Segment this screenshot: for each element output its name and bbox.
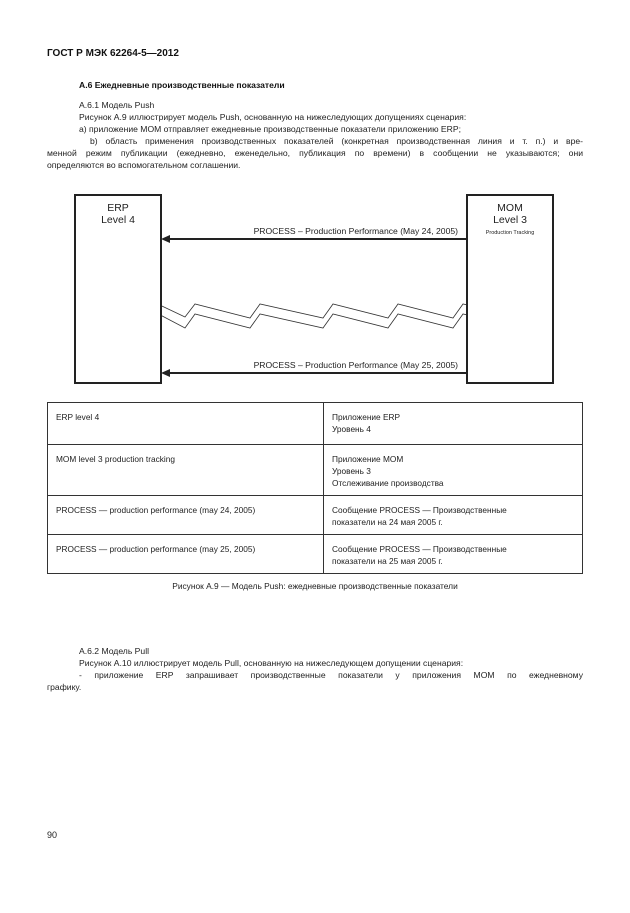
erp-level: Level 4 bbox=[101, 214, 135, 226]
cell-line: Уровень 4 bbox=[332, 424, 371, 434]
paragraph-line: графику. bbox=[47, 682, 82, 692]
table-cell-en: PROCESS — production performance (may 24, 2005) bbox=[48, 496, 324, 535]
mom-label: MOM bbox=[497, 202, 523, 214]
document-header: ГОСТ Р МЭК 62264-5—2012 bbox=[47, 48, 179, 59]
paragraph-line: определяются во вспомогательном соглашении. bbox=[47, 160, 241, 170]
message-arrows bbox=[0, 0, 630, 400]
table-row bbox=[48, 445, 583, 496]
legend-table bbox=[47, 402, 583, 574]
cell-line: показатели на 25 мая 2005 г. bbox=[332, 556, 443, 566]
table-cell-ru bbox=[324, 496, 583, 535]
arrowhead-icon bbox=[161, 235, 170, 243]
paragraph-line: Рисунок А.10 иллюстрирует модель Pull, основанную на нижеследующем допущении сценария: bbox=[79, 658, 464, 668]
message-2-label: PROCESS – Production Performance (May 25, 2005) bbox=[253, 360, 458, 370]
section-title: А.6 Ежедневные производственные показатели bbox=[79, 80, 285, 90]
paragraph-line: менной режим публикации (ежедневно, еженедельно, публикация по времени) в сообщении не указываются; они bbox=[47, 148, 583, 158]
page-number: 90 bbox=[47, 830, 58, 840]
erp-label: ERP bbox=[107, 202, 129, 214]
table-row bbox=[48, 535, 583, 574]
mom-subtitle: Production Tracking bbox=[485, 230, 535, 236]
table-cell-ru bbox=[324, 445, 583, 496]
arrow-message-1 bbox=[161, 235, 467, 243]
subsection-title: А.6.1 Модель Push bbox=[79, 100, 155, 110]
cell-line: Сообщение PROCESS — Производственные bbox=[332, 544, 507, 554]
table-cell-en: MOM level 3 production tracking bbox=[48, 445, 324, 496]
subsection-title: А.6.2 Модель Pull bbox=[79, 646, 150, 656]
paragraph-line: Рисунок А.9 иллюстрирует модель Push, основанную на нижеследующих допущениях сценария: bbox=[79, 112, 467, 122]
cell-line: Приложение МОМ bbox=[332, 454, 404, 464]
arrowhead-icon bbox=[161, 369, 170, 377]
mom-level: Level 3 bbox=[493, 214, 527, 226]
message-1-label: PROCESS – Production Performance (May 24, 2005) bbox=[253, 226, 458, 236]
table-cell-en: PROCESS — production performance (may 25, 2005) bbox=[48, 535, 324, 574]
paragraph-line: - приложение ERP запрашивает производственные показатели у приложения МОМ по ежедневному bbox=[79, 670, 583, 680]
arrow-message-2 bbox=[161, 369, 467, 377]
cell-line: Приложение ERP bbox=[332, 412, 401, 422]
paragraph-line: b) область применения производственных показателей (конкретная производственная линия и т. п.) и вре- bbox=[90, 136, 583, 146]
figure-caption: Рисунок А.9 — Модель Push: ежедневные производственные показатели bbox=[172, 581, 458, 591]
cell-line: Отслеживание производства bbox=[332, 478, 444, 488]
paragraph-line: а) приложение МОМ отправляет ежедневные производственные показатели приложению ERP; bbox=[79, 124, 461, 134]
table-cell-en: ERP level 4 bbox=[48, 403, 324, 445]
table-row bbox=[48, 403, 583, 445]
table-row bbox=[48, 496, 583, 535]
cell-line: Уровень 3 bbox=[332, 466, 371, 476]
table-cell-ru bbox=[324, 403, 583, 445]
cell-line: Сообщение PROCESS — Производственные bbox=[332, 505, 507, 515]
table-cell-ru bbox=[324, 535, 583, 574]
cell-line: показатели на 24 мая 2005 г. bbox=[332, 517, 443, 527]
